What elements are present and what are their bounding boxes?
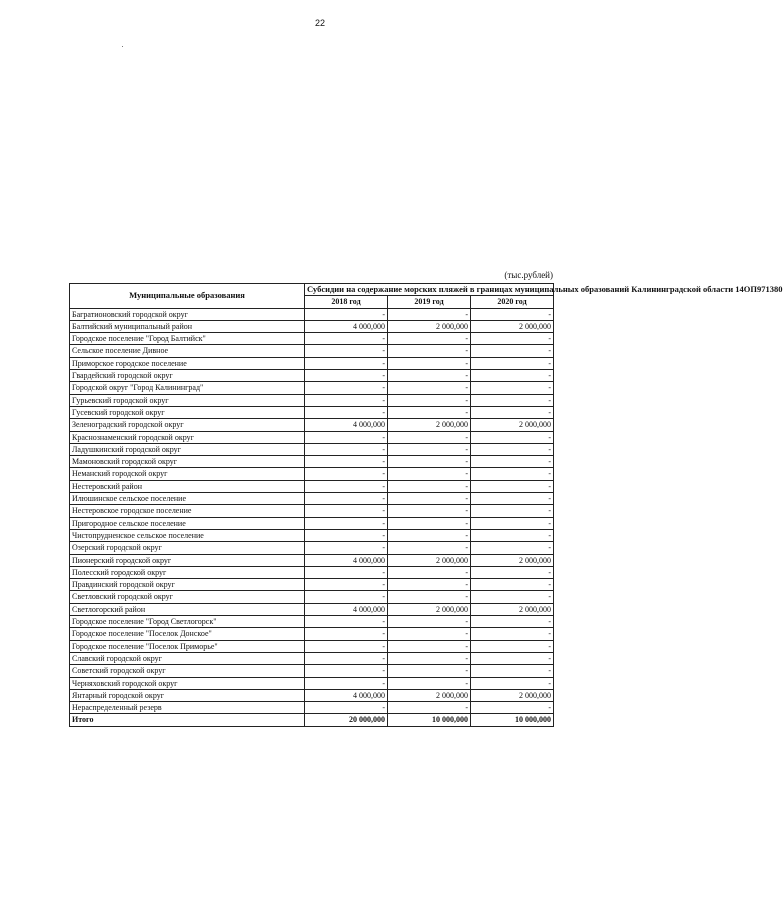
row-value-2019: 2 000,000 [388,554,471,566]
row-value-2020: - [471,542,554,554]
table-row [70,677,554,689]
row-name: Светловский городской округ [70,591,305,603]
table-row [70,443,554,455]
row-value-2020: - [471,628,554,640]
table-row [70,345,554,357]
table-row [70,554,554,566]
row-value-2020: - [471,431,554,443]
header-municipality: Муниципальные образования [70,284,305,309]
table-row [70,628,554,640]
row-value-2018: - [305,357,388,369]
row-value-2019: - [388,345,471,357]
row-value-2019: - [388,529,471,541]
table-row [70,640,554,652]
row-value-2018: 4 000,000 [305,554,388,566]
row-value-2019: 2 000,000 [388,603,471,615]
row-value-2018: - [305,529,388,541]
total-label: Итого [70,714,305,726]
row-value-2020: - [471,394,554,406]
row-name: Мамоновский городской округ [70,456,305,468]
row-name: Черняховский городской округ [70,677,305,689]
row-value-2019: - [388,579,471,591]
row-name: Гусевский городской округ [70,406,305,418]
row-value-2019: - [388,652,471,664]
table-body [70,308,554,714]
row-value-2019: - [388,505,471,517]
row-name: Балтийский муниципальный район [70,320,305,332]
row-value-2020: - [471,616,554,628]
row-value-2018: 4 000,000 [305,689,388,701]
row-value-2019: - [388,542,471,554]
row-name: Багратионовский городской округ [70,308,305,320]
row-value-2020: - [471,333,554,345]
row-value-2020: - [471,702,554,714]
table-row [70,370,554,382]
row-value-2020: - [471,345,554,357]
row-name: Гвардейский городской округ [70,370,305,382]
table-row [70,431,554,443]
row-value-2020: 2 000,000 [471,320,554,332]
row-value-2018: - [305,665,388,677]
row-value-2019: - [388,456,471,468]
row-value-2018: 4 000,000 [305,320,388,332]
row-value-2018: - [305,333,388,345]
row-value-2018: 4 000,000 [305,419,388,431]
row-name: Нестеровский район [70,480,305,492]
row-value-2019: - [388,308,471,320]
row-value-2018: - [305,443,388,455]
row-name: Приморское городское поселение [70,357,305,369]
table-row [70,505,554,517]
table-row [70,456,554,468]
row-value-2020: 2 000,000 [471,419,554,431]
table-row [70,480,554,492]
page-number: 22 [314,18,325,28]
row-name: Городское поселение "Город Балтийск" [70,333,305,345]
row-value-2018: - [305,406,388,418]
row-name: Нераспределенный резерв [70,702,305,714]
row-name: Городской округ "Город Калининград" [70,382,305,394]
row-value-2020: - [471,468,554,480]
row-value-2020: - [471,640,554,652]
row-value-2019: - [388,333,471,345]
row-name: Городское поселение "Поселок Донское" [70,628,305,640]
row-value-2018: 4 000,000 [305,603,388,615]
row-value-2019: - [388,493,471,505]
row-value-2018: - [305,640,388,652]
header-year-2020: 2020 год [471,296,554,308]
row-value-2020: - [471,456,554,468]
row-name: Озерский городской округ [70,542,305,554]
row-value-2018: - [305,431,388,443]
table-row [70,529,554,541]
row-value-2019: - [388,702,471,714]
row-value-2018: - [305,579,388,591]
table-row [70,542,554,554]
row-value-2018: - [305,616,388,628]
row-value-2020: - [471,665,554,677]
units-label: (тыс.рублей) [504,270,553,280]
row-value-2018: - [305,456,388,468]
row-value-2019: - [388,382,471,394]
total-2019: 10 000,000 [388,714,471,726]
table-row [70,616,554,628]
row-value-2020: - [471,308,554,320]
row-value-2020: - [471,677,554,689]
row-value-2020: 2 000,000 [471,603,554,615]
row-name: Сельское поселение Дивное [70,345,305,357]
row-name: Пригородное сельское поселение [70,517,305,529]
row-value-2019: - [388,357,471,369]
scan-speck [122,46,123,47]
row-name: Нестеровское городское поселение [70,505,305,517]
row-value-2020: - [471,443,554,455]
row-value-2019: 2 000,000 [388,689,471,701]
header-year-2018: 2018 год [305,296,388,308]
table-row [70,333,554,345]
row-value-2018: - [305,345,388,357]
row-value-2018: - [305,308,388,320]
row-value-2020: - [471,529,554,541]
row-name: Краснознаменский городской округ [70,431,305,443]
table-row [70,493,554,505]
row-value-2019: - [388,443,471,455]
row-value-2020: - [471,591,554,603]
row-value-2018: - [305,480,388,492]
row-value-2019: - [388,394,471,406]
row-name: Советский городской округ [70,665,305,677]
header-year-2019: 2019 год [388,296,471,308]
row-value-2019: - [388,591,471,603]
row-value-2019: - [388,406,471,418]
row-value-2018: - [305,652,388,664]
row-value-2018: - [305,394,388,406]
row-value-2020: - [471,566,554,578]
row-name: Светлогорский район [70,603,305,615]
row-value-2018: - [305,591,388,603]
row-value-2018: - [305,677,388,689]
row-name: Гурьевский городской округ [70,394,305,406]
row-value-2019: - [388,370,471,382]
row-name: Городское поселение "Город Светлогорск" [70,616,305,628]
row-value-2020: - [471,517,554,529]
row-value-2020: - [471,382,554,394]
total-2020: 10 000,000 [471,714,554,726]
row-name: Илюшинское сельское поселение [70,493,305,505]
row-value-2019: - [388,468,471,480]
row-value-2020: - [471,505,554,517]
row-value-2019: - [388,628,471,640]
row-name: Чистопрудненское сельское поселение [70,529,305,541]
table-row [70,702,554,714]
row-value-2018: - [305,382,388,394]
row-value-2019: - [388,566,471,578]
row-value-2019: 2 000,000 [388,419,471,431]
row-value-2020: 2 000,000 [471,554,554,566]
row-value-2020: - [471,370,554,382]
row-value-2018: - [305,542,388,554]
row-value-2020: 2 000,000 [471,689,554,701]
row-value-2020: - [471,406,554,418]
row-value-2020: - [471,357,554,369]
row-value-2018: - [305,517,388,529]
row-value-2018: - [305,566,388,578]
row-value-2019: - [388,616,471,628]
row-value-2020: - [471,493,554,505]
row-value-2019: - [388,431,471,443]
table-row [70,382,554,394]
row-value-2019: - [388,665,471,677]
table-row [70,419,554,431]
row-value-2019: 2 000,000 [388,320,471,332]
total-2018: 20 000,000 [305,714,388,726]
row-value-2020: - [471,579,554,591]
row-value-2018: - [305,628,388,640]
row-value-2018: - [305,493,388,505]
row-name: Городское поселение "Поселок Приморье" [70,640,305,652]
row-name: Полесский городской округ [70,566,305,578]
row-name: Пионерский городской округ [70,554,305,566]
row-name: Неманский городской округ [70,468,305,480]
table-row [70,603,554,615]
table-row [70,406,554,418]
table-row [70,357,554,369]
row-value-2019: - [388,640,471,652]
table-row [70,665,554,677]
table-row [70,394,554,406]
table-row [70,320,554,332]
table-row [70,652,554,664]
table-row [70,566,554,578]
row-value-2020: - [471,480,554,492]
row-value-2018: - [305,468,388,480]
table-row [70,579,554,591]
row-value-2018: - [305,370,388,382]
table-row [70,517,554,529]
row-name: Ладушкинский городской округ [70,443,305,455]
table-row [70,468,554,480]
row-value-2018: - [305,505,388,517]
row-name: Зеленоградский городской округ [70,419,305,431]
subsidy-table [69,283,783,727]
row-name: Славский городской округ [70,652,305,664]
table-row [70,308,554,320]
row-value-2018: - [305,702,388,714]
header-subsidy: Субсидии на содержание морских пляжей в границах муниципальных образований Калининградской области 14ОП971380 [305,284,554,296]
table-row [70,689,554,701]
total-row [70,714,554,726]
row-value-2019: - [388,480,471,492]
row-name: Янтарный городской округ [70,689,305,701]
row-value-2020: - [471,652,554,664]
row-value-2019: - [388,677,471,689]
row-name: Правдинский городской округ [70,579,305,591]
row-value-2019: - [388,517,471,529]
table-row [70,591,554,603]
